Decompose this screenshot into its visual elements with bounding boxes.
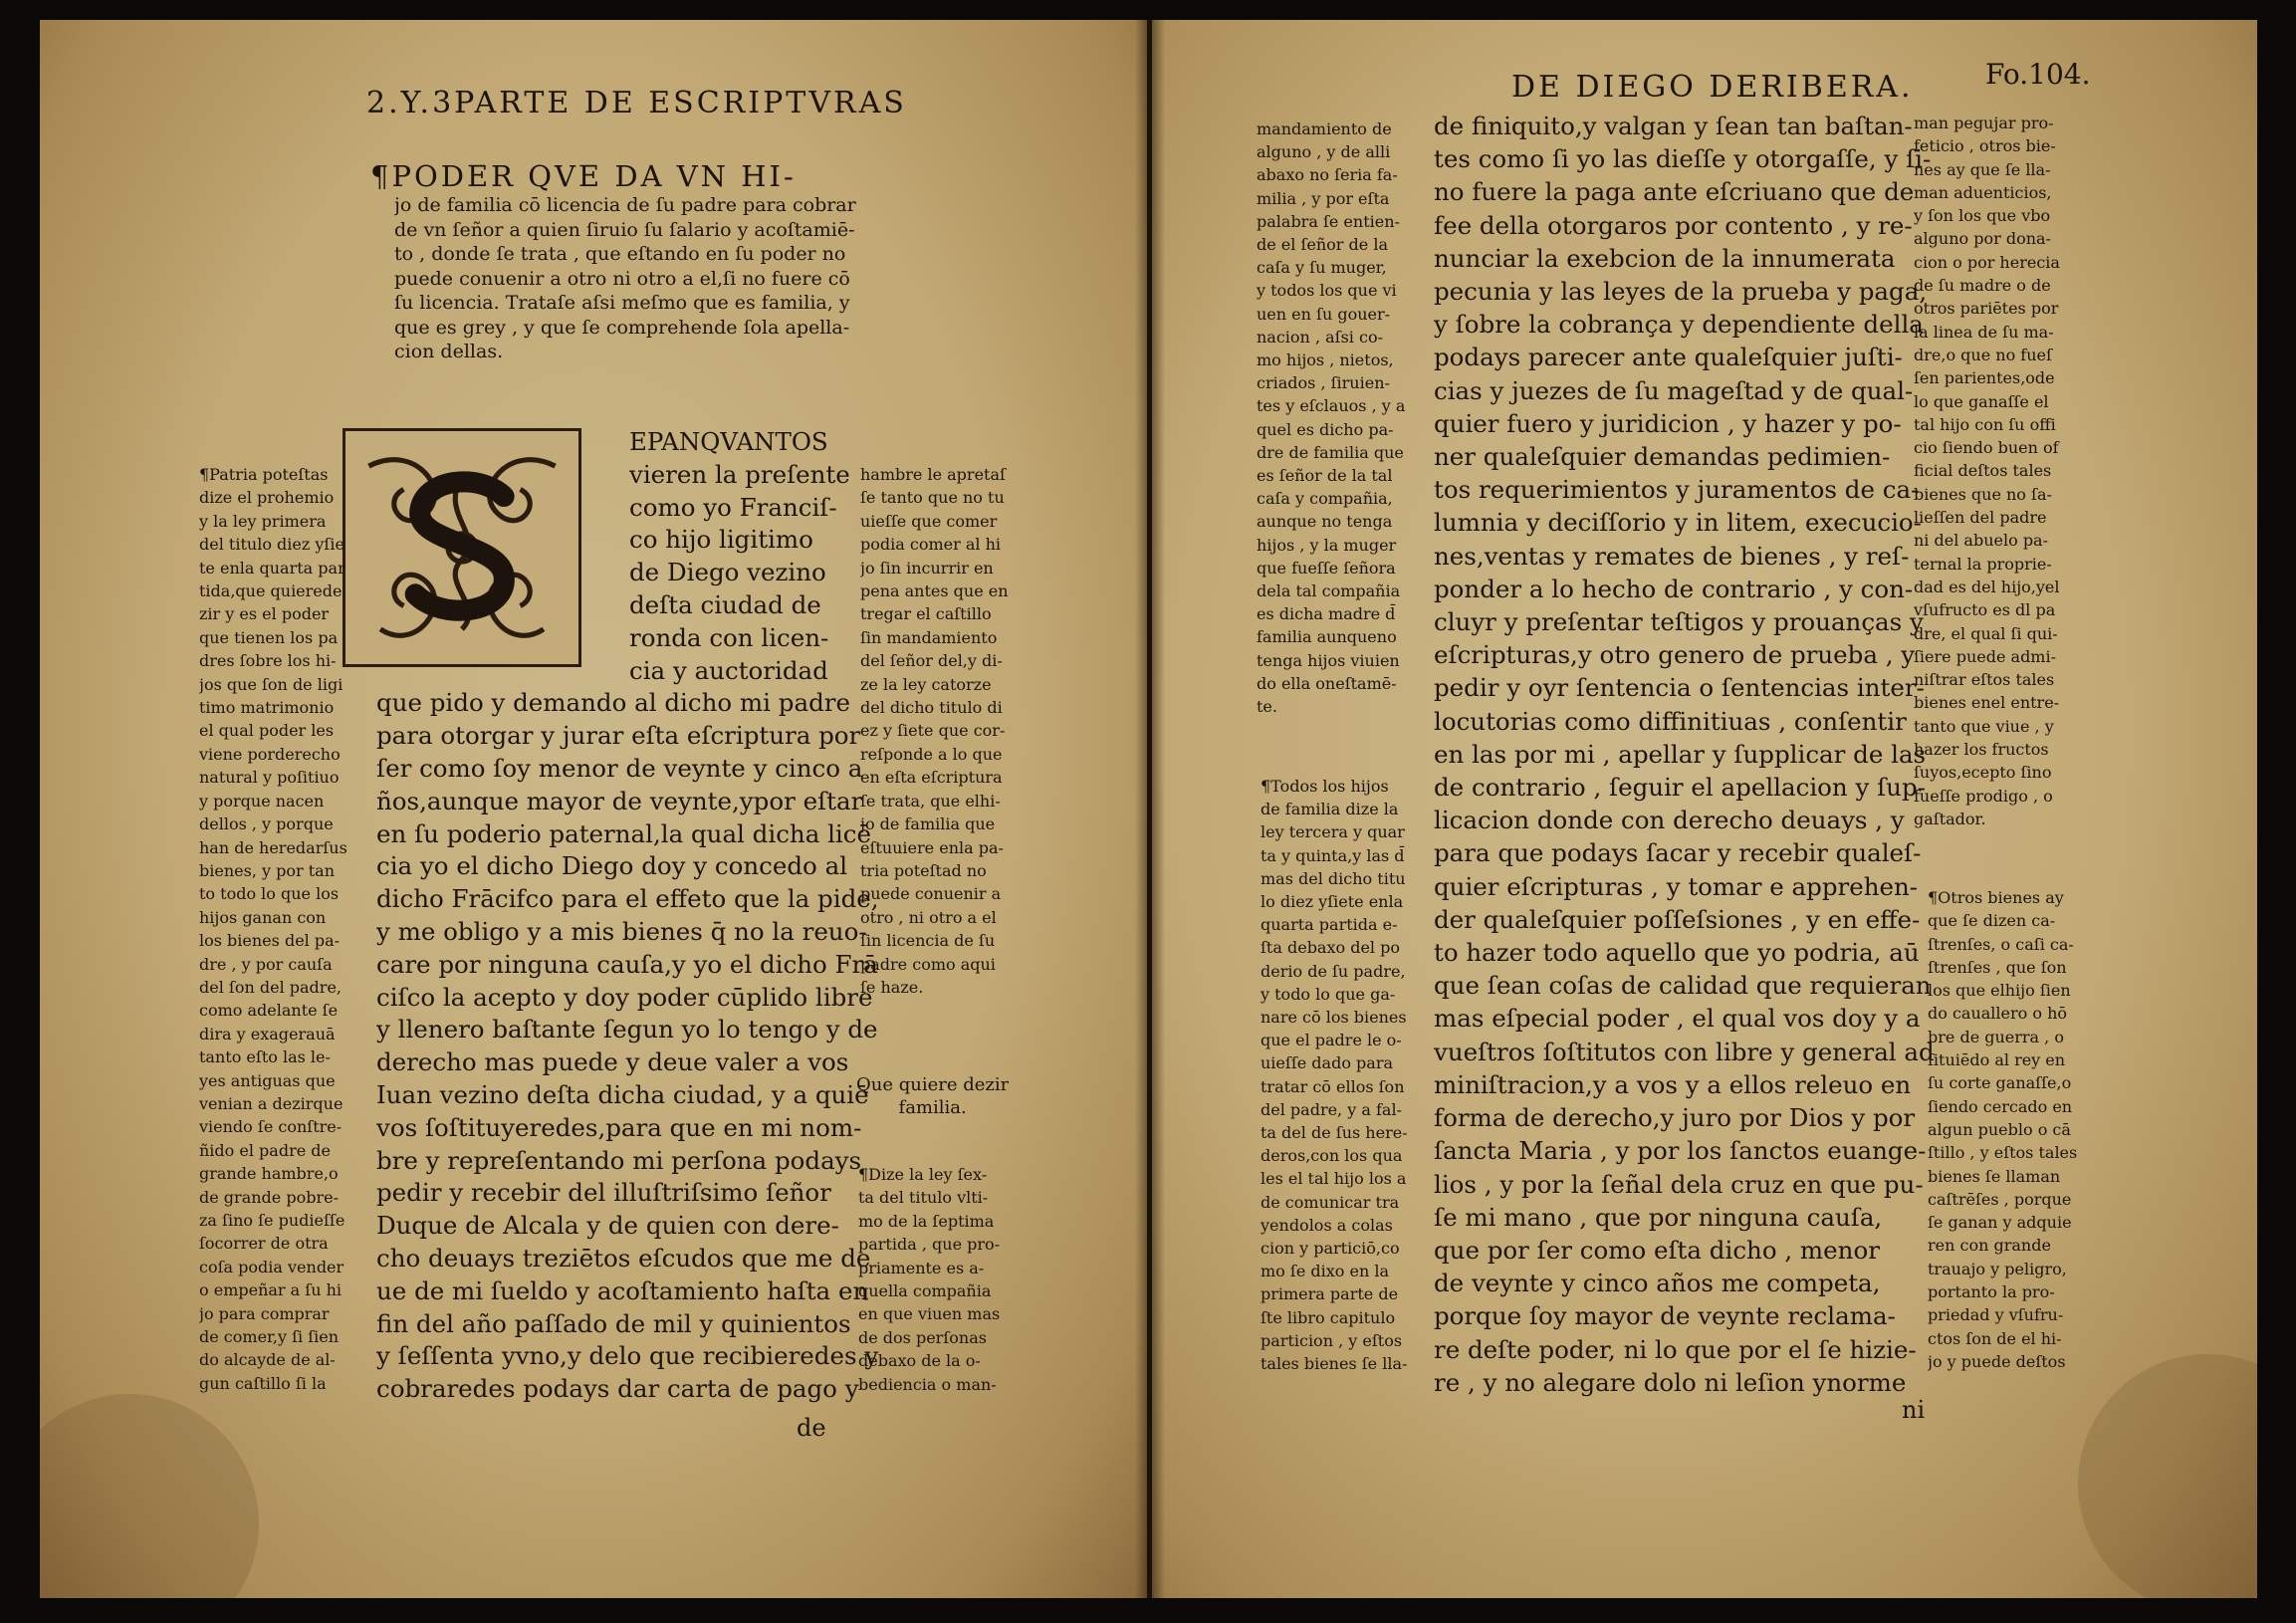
- note-line: niſtrar eſtos tales: [1914, 670, 2055, 690]
- note-line: que ſe dizen ca-: [1928, 911, 2056, 931]
- note-line: dira y exagerauā: [199, 1024, 336, 1043]
- text-line: lumnia y deciſſorio y in litem, execucio-: [1434, 508, 1922, 538]
- note-line: jo ſin incurrir en: [860, 558, 994, 578]
- note-line: tenga hijos viuien: [1257, 650, 1400, 670]
- text-line: que por ſer como eſta dicho , menor: [1434, 1235, 1880, 1265]
- text-line: cluyr y preſentar teſtigos y prouanças y: [1434, 607, 1924, 637]
- note-line: ſe trata, que elhi-: [860, 791, 1001, 811]
- running-head-left: 2.Y.3PARTE DE ESCRIPTVRAS: [366, 86, 907, 120]
- text-line: locutorias como diffinitiuas , conſentir: [1434, 706, 1907, 736]
- folio-number: Fo.104.: [1985, 58, 2091, 91]
- note-line: partida , que pro-: [858, 1235, 1001, 1255]
- inner-margin-note: [1257, 117, 1405, 718]
- note-line: priamente es a-: [858, 1258, 985, 1277]
- note-line: coſa podia vender: [199, 1257, 344, 1276]
- note-line: alguno , y de alli: [1257, 142, 1391, 162]
- margin-heading-familia: [856, 1073, 1009, 1119]
- note-line: ſta debaxo del po: [1261, 938, 1400, 958]
- note-line: aunque no tenga: [1257, 512, 1393, 532]
- note-line: pena antes que en: [860, 581, 1009, 601]
- note-line: do ella oneſtamē-: [1257, 673, 1397, 693]
- note-line: tanto que viue , y: [1914, 716, 2054, 736]
- text-line: miniſtracion,y a vos y a ellos releuo en: [1434, 1069, 1912, 1099]
- note-line: tratar cō ellos ſon: [1261, 1076, 1405, 1096]
- note-line: ſocorrer de otra: [199, 1234, 329, 1254]
- text-line: y me obligo y a mis bienes q̄ no la reuo-: [376, 916, 867, 946]
- note-line: familia aunqueno: [1257, 627, 1397, 647]
- note-line: que tienen los pa: [199, 627, 339, 647]
- note-line: tales bienes ſe lla-: [1261, 1354, 1408, 1374]
- note-line: en que viuen mas: [858, 1304, 1001, 1324]
- note-line: ze la ley catorze: [860, 674, 992, 694]
- text-line: quier eſcripturas , y tomar e apprehen-: [1434, 871, 1919, 901]
- note-line: ¶Todos los hijos: [1261, 777, 1389, 796]
- note-line: bre de guerra , o: [1928, 1027, 2064, 1046]
- inner-margin-note-hijos: [1261, 775, 1408, 1375]
- text-line: ronda con licen-: [629, 622, 829, 652]
- text-line: care por ninguna cauſa,y yo el dicho Frā: [376, 949, 878, 979]
- text-line: como yo Franciſ-: [629, 492, 837, 522]
- note-line: ſiere puede admi-: [1914, 646, 2056, 666]
- note-line: timo matrimonio: [199, 698, 335, 718]
- note-line: dre , y por cauſa: [199, 954, 333, 974]
- note-line: tida,que quierede: [199, 581, 343, 601]
- text-line: que ſean coſas de calidad que requieran: [1434, 971, 1932, 1001]
- text-line: nes,ventas y remates de bienes , y reſ-: [1434, 541, 1910, 571]
- note-line: del ſon del padre,: [199, 977, 342, 997]
- note-line: te.: [1257, 697, 1277, 717]
- text-line: podays parecer ante qualeſquier juſti-: [1434, 343, 1903, 372]
- note-line: nacion , aſsi co-: [1257, 327, 1383, 347]
- note-line: mo hijos , nietos,: [1257, 350, 1394, 370]
- note-line: zir y es el poder: [199, 604, 330, 624]
- note-line: ctos ſon de el hi-: [1928, 1328, 2062, 1348]
- note-line: ſtrenſes , que ſon: [1928, 957, 2067, 977]
- note-line: dre, el qual ſi qui-: [1914, 623, 2058, 643]
- text-line: ños,aunque mayor de veynte,ypor eſtar: [376, 786, 863, 815]
- text-line: dicho Frācifco para el effeto que la pide,: [376, 884, 879, 914]
- note-line: gun caſtillo ſi la: [199, 1373, 327, 1393]
- note-line: bienes, y por tan: [199, 860, 335, 880]
- text-line: cia y auctoridad: [629, 655, 828, 685]
- note-line: ternal la proprie-: [1914, 554, 2052, 574]
- note-line: mandamiento de: [1257, 119, 1392, 138]
- text-line: Duque de Alcala y de quien con dere-: [376, 1211, 839, 1241]
- note-line: eſtuuiere enla pa-: [860, 837, 1004, 857]
- note-line: han de heredarſus: [199, 837, 347, 857]
- text-line: en las por mi , apellar y ſupplicar de las: [1434, 739, 1927, 769]
- text-line: derecho mas puede y deue valer a vos: [376, 1047, 849, 1077]
- title-line: cion dellas.: [394, 341, 504, 362]
- text-line: vos ſoſtituyeredes,para que en mi nom-: [376, 1112, 862, 1142]
- note-line: y ſon los que vbo: [1914, 206, 2051, 226]
- text-line: y llenero baſtante ſegun yo lo tengo y de: [376, 1015, 878, 1044]
- note-line: jo para comprar: [199, 1303, 330, 1323]
- note-line: quel es dicho pa-: [1257, 419, 1394, 439]
- catchword-left: de: [797, 1414, 826, 1442]
- text-line: licacion donde con derecho deuays , y: [1434, 806, 1905, 835]
- note-line: derio de ſu padre,: [1261, 961, 1406, 981]
- note-line: ¶Patria poteſtas: [199, 465, 329, 484]
- text-line: ſe mi mano , que por ninguna cauſa,: [1434, 1202, 1883, 1232]
- note-line: ſe haze.: [860, 977, 924, 997]
- title-line: jo de familia cō licencia de ſu padre para cobrar: [394, 194, 856, 216]
- note-line: ni del abuelo pa-: [1914, 531, 2048, 551]
- note-line: criados , ſiruien-: [1257, 373, 1390, 393]
- title-line: que es grey , y que ſe comprehende ſola apella-: [394, 316, 850, 339]
- text-line: mas eſpecial poder , el qual vos doy y a: [1434, 1004, 1921, 1034]
- note-line: de comer,y ſi ſien: [199, 1327, 340, 1347]
- note-line: bienes que no ſa-: [1914, 484, 2052, 504]
- note-line: viendo ſe conſtre-: [199, 1117, 343, 1137]
- text-line: y ſeſſenta yvno,y delo que recibieredes y: [376, 1341, 879, 1371]
- note-line: algun pueblo o cā: [1928, 1119, 2071, 1139]
- note-line: ez y ſiete que cor-: [860, 721, 1006, 741]
- note-line: puede conuenir a: [860, 884, 1002, 904]
- page-stain: [2078, 1354, 2257, 1598]
- note-line: dre,o que no fueſ: [1914, 345, 2052, 364]
- note-line: de el ſeñor de la: [1257, 235, 1388, 255]
- note-line: ſen parientes,ode: [1914, 368, 2055, 388]
- note-line: particion , y eſtos: [1261, 1330, 1403, 1350]
- title-line: puede conuenir a otro ni otro a el,ſi no fuere cō: [394, 267, 850, 290]
- note-line: ¶Otros bienes ay: [1928, 888, 2064, 907]
- note-line: ſu corte ganaſſe,o: [1928, 1073, 2072, 1093]
- note-line: fueſſe prodigo , o: [1914, 786, 2053, 806]
- text-line: para otorgar y jurar eſta eſcriptura por: [376, 721, 861, 751]
- title-line: to , donde ſe trata , que eſtando en ſu poder no: [394, 243, 846, 265]
- right-margin-note-familia: [858, 1163, 1000, 1396]
- text-line: de finiquito,y valgan y ſean tan baſtan-: [1434, 112, 1913, 140]
- note-line: nes ay que ſe lla-: [1914, 159, 2051, 179]
- text-line: de veynte y cinco años me competa,: [1434, 1269, 1881, 1298]
- note-line: el qual poder les: [199, 721, 335, 741]
- text-line: lios , y por la ſeñal dela cruz en que pu-: [1434, 1169, 1924, 1199]
- note-line: ren con grande: [1928, 1236, 2051, 1256]
- text-line: porque ſoy mayor de veynte reclama-: [1434, 1301, 1896, 1331]
- text-line: nunciar la exebcion de la innumerata: [1434, 243, 1896, 273]
- text-line: EPANQVANTOS: [629, 427, 828, 456]
- note-line: Que quiere dezir: [856, 1074, 1010, 1095]
- note-line: que fueſſe ſeñora: [1257, 558, 1396, 578]
- note-line: reſponde a lo que: [860, 744, 1003, 764]
- text-line: vueſtros ſoſtitutos con libre y general ad: [1434, 1037, 1935, 1066]
- text-line: pecunia y las leyes de la prueba y paga,: [1434, 277, 1928, 307]
- note-line: dre de familia que: [1257, 442, 1404, 462]
- note-line: lieſſen del padre: [1914, 508, 2047, 528]
- book-gutter: [1135, 20, 1165, 1598]
- note-line: es dicha madre d̄: [1257, 604, 1396, 624]
- note-line: de familia dize la: [1261, 800, 1399, 819]
- text-line: re deſte poder, ni lo que por el ſe hizie-: [1434, 1334, 1917, 1364]
- note-line: man aduenticios,: [1914, 182, 2052, 202]
- note-line: dela tal compañia: [1257, 581, 1401, 601]
- note-line: de ſu madre o de: [1914, 276, 2051, 296]
- note-line: viene porderecho: [199, 744, 341, 764]
- note-line: bienes ſe llaman: [1928, 1166, 2061, 1186]
- note-line: lo diez yſiete enla: [1261, 892, 1404, 912]
- note-line: bediencia o man-: [858, 1374, 997, 1394]
- note-line: debaxo de la o-: [858, 1351, 981, 1371]
- note-line: caſa y compañia,: [1257, 489, 1393, 509]
- note-line: feticio , otros bie-: [1914, 136, 2056, 156]
- note-line: podia comer al hi: [860, 535, 1001, 555]
- text-line: tos requerimientos y juramentos de ca-: [1434, 475, 1920, 505]
- title-line: ſu licencia. Trataſe aſsi meſmo que es familia, y: [394, 292, 850, 314]
- text-line: Iuan vezino deſta dicha ciudad, y a quiē: [376, 1079, 869, 1109]
- note-line: uieſſe que comer: [860, 511, 998, 531]
- note-line: ¶Dize la ley ſex-: [858, 1165, 988, 1184]
- outer-margin-note: [1914, 112, 2060, 830]
- text-line: ponder a lo hecho de contrario , y con-: [1434, 574, 1914, 603]
- note-line: cion o por herecia: [1914, 252, 2060, 272]
- note-line: que el padre le o-: [1261, 1031, 1402, 1050]
- note-line: portanto la pro-: [1928, 1282, 2055, 1302]
- note-line: ficial deſtos tales: [1914, 461, 2052, 481]
- note-line: familia.: [898, 1097, 967, 1118]
- note-line: man pegujar pro-: [1914, 114, 2054, 132]
- text-line: cia yo el dicho Diego doy y concedo al: [376, 851, 848, 881]
- note-line: lo que ganaſſe el: [1914, 391, 2049, 411]
- text-line: forma de derecho,y juro por Dios y por: [1434, 1103, 1916, 1133]
- title-text: [370, 193, 856, 364]
- note-line: los bienes del pa-: [199, 931, 341, 951]
- note-line: o empeñar a ſu hi: [199, 1280, 343, 1300]
- note-line: ſte libro capitulo: [1261, 1307, 1396, 1327]
- text-line: der qualeſquier poſſeſsiones , y en effe-: [1434, 904, 1921, 934]
- note-line: trauajo y peligro,: [1928, 1259, 2067, 1278]
- note-line: hijos , y la muger: [1257, 535, 1397, 555]
- note-line: jo de familia que: [860, 814, 996, 834]
- text-line: ſancta Maria , y por los ſanctos euange-: [1434, 1136, 1927, 1166]
- note-line: quarta partida e-: [1261, 915, 1398, 935]
- text-line: tes como ſi yo las dieſſe y otorgaſſe, y ſi-: [1434, 144, 1932, 174]
- text-line: vieren la preſente: [629, 459, 850, 489]
- note-line: ta del titulo vlti-: [858, 1188, 989, 1208]
- note-line: otros pariētes por: [1914, 299, 2059, 319]
- note-line: cion y particiō,co: [1261, 1239, 1400, 1259]
- note-line: la linea de ſu ma-: [1914, 322, 2054, 342]
- note-line: dad es del hijo,yel: [1914, 577, 2060, 596]
- note-line: es ſeñor de la tal: [1257, 466, 1393, 486]
- note-line: caſa y ſu muger,: [1257, 258, 1387, 278]
- text-line: ſer como ſoy menor de veynte y cinco a: [376, 753, 863, 783]
- note-line: como adelante ſe: [199, 1001, 339, 1021]
- note-line: ſe ganan y adquie: [1928, 1213, 2072, 1233]
- note-line: grande hambre,o: [199, 1164, 339, 1184]
- note-line: y la ley primera: [199, 511, 327, 531]
- outer-margin-note-castrenses: [1928, 886, 2077, 1373]
- right-margin-note: [860, 463, 1009, 999]
- note-line: padre como aqui: [860, 954, 996, 974]
- note-line: tanto eſto las le-: [199, 1047, 331, 1067]
- note-line: yendolos a colas: [1261, 1215, 1393, 1235]
- text-line: quier fuero y juridicion , y hazer y po-: [1434, 408, 1902, 438]
- note-line: tes y eſclauos , y a: [1257, 396, 1406, 416]
- note-line: yes antiguas que: [199, 1070, 336, 1090]
- note-line: tal hijo con ſu offi: [1914, 414, 2056, 434]
- left-main-text: [376, 426, 879, 1406]
- note-line: cio ſiendo buen of: [1914, 438, 2059, 458]
- note-line: otro , ni otro a el: [860, 907, 997, 927]
- note-line: te enla quarta par: [199, 558, 345, 578]
- text-line: pedir y oyr ſentencia o ſentencias inter-: [1434, 673, 1925, 703]
- note-line: de dos perſonas: [858, 1327, 987, 1347]
- note-line: tria poteſtad no: [860, 860, 987, 880]
- note-line: dellos , y porque: [199, 814, 334, 834]
- note-line: y todos los que vi: [1257, 281, 1397, 301]
- section-title: [370, 159, 856, 364]
- note-line: y porque nacen: [199, 791, 325, 811]
- note-line: ſiendo cercado en: [1928, 1096, 2073, 1116]
- note-line: uieſſe dado para: [1261, 1053, 1393, 1073]
- note-line: milia , y por eſta: [1257, 188, 1390, 208]
- page-stain: [40, 1394, 259, 1598]
- note-line: mas del dicho titu: [1261, 868, 1406, 888]
- note-line: venian a dezirque: [199, 1093, 344, 1113]
- text-line: de Diego vezino: [629, 558, 826, 587]
- text-line: no fuere la paga ante eſcriuano que de: [1434, 177, 1915, 207]
- note-line: ſin licencia de ſu: [860, 931, 996, 951]
- note-line: jo y puede deſtos: [1928, 1351, 2066, 1371]
- note-line: deros,con los qua: [1261, 1146, 1403, 1166]
- text-line: cobraredes podays dar carta de pago y: [376, 1374, 859, 1404]
- note-line: primera parte de: [1261, 1284, 1399, 1304]
- text-line: ue de mi ſueldo y acoſtamiento haſta en: [376, 1275, 869, 1305]
- note-line: gaſtador.: [1914, 809, 1986, 828]
- text-line: de contrario , ſeguir el apellacion y ſup-: [1434, 773, 1926, 803]
- note-line: de grande pobre-: [199, 1187, 339, 1207]
- text-line: fin del año paſſado de mil y quinientos: [376, 1308, 851, 1338]
- note-line: y todo lo que ga-: [1261, 984, 1396, 1004]
- note-line: jos que ſon de ligi: [199, 674, 344, 694]
- title-lead: ¶PODER QVE DA VN HI-: [370, 159, 797, 193]
- text-line: y ſobre la cobrança y dependiente della: [1434, 310, 1924, 340]
- note-line: dres ſobre los hi-: [199, 651, 337, 671]
- text-line: fee della otorgaros por contento , y re-: [1434, 210, 1913, 240]
- note-line: dize el prohemio: [199, 488, 335, 508]
- text-line: cias y juezes de ſu mageſtad y de qual-: [1434, 375, 1914, 405]
- note-line: quella compañia: [858, 1281, 992, 1301]
- text-line: para que podays ſacar y recebir qualeſ-: [1434, 838, 1922, 868]
- note-line: del padre, y a fal-: [1261, 1099, 1402, 1119]
- text-line: en ſu poderio paternal,la qual dicha licē: [376, 818, 871, 848]
- note-line: natural y poſitiuo: [199, 768, 340, 788]
- note-line: ñido el padre de: [199, 1140, 331, 1160]
- note-line: les el tal hijo los a: [1261, 1169, 1407, 1189]
- note-line: palabra ſe entien-: [1257, 211, 1400, 231]
- note-line: ſituiēdo al rey en: [1928, 1050, 2066, 1070]
- note-line: hambre le apretaſ: [860, 465, 1006, 484]
- text-line: re , y no alegare dolo ni leſion ynorme: [1434, 1367, 1907, 1397]
- note-line: los que elhijo ſien: [1928, 981, 2071, 1001]
- note-line: ſtrenſes, o caſi ca-: [1928, 934, 2074, 954]
- note-line: do alcayde de al-: [199, 1350, 336, 1370]
- title-line: de vn ſeñor a quien ſiruio ſu ſalario y acoſtamiē-: [394, 218, 855, 241]
- note-line: alguno por dona-: [1914, 229, 2051, 249]
- text-line: eſcripturas,y otro genero de prueba , y: [1434, 640, 1916, 670]
- note-line: ſe tanto que no tu: [860, 488, 1005, 508]
- note-line: ſin mandamiento: [860, 627, 998, 647]
- text-line: ner qualeſquier demandas pedimien-: [1434, 442, 1891, 472]
- left-margin-note: [199, 463, 347, 1395]
- note-line: ta y quinta,y las d̄: [1261, 845, 1405, 865]
- note-line: en eſta eſcriptura: [860, 768, 1003, 788]
- note-line: za ſino ſe pudieſſe: [199, 1211, 345, 1230]
- text-line: pedir y recebir del illuſtriſsimo ſeñor: [376, 1178, 831, 1208]
- note-line: de comunicar tra: [1261, 1192, 1400, 1212]
- note-line: caſtrēſes , porque: [1928, 1189, 2072, 1209]
- right-main-text: [1434, 110, 1935, 1399]
- note-line: do cauallero o hō: [1928, 1004, 2068, 1024]
- note-line: mo ſe dixo en la: [1261, 1262, 1389, 1281]
- text-line: cho deuays treziētos eſcudos que me de: [376, 1243, 871, 1273]
- text-line: ciſco la acepto y doy poder cūplido libre: [376, 982, 873, 1012]
- note-line: ſtillo , y eſtos tales: [1928, 1143, 2078, 1163]
- note-line: del titulo diez yſie: [199, 535, 344, 555]
- text-line: to hazer todo aquello que yo podria, aū: [1434, 938, 1920, 968]
- text-line: co hijo ligitimo: [629, 525, 813, 555]
- note-line: uen en ſu gouer-: [1257, 304, 1391, 324]
- running-head-right: DE DIEGO DERIBERA.: [1511, 70, 1914, 105]
- note-line: hazer los fructos: [1914, 740, 2049, 760]
- catchword-right: ni: [1902, 1396, 1926, 1424]
- note-line: tregar el caſtillo: [860, 604, 992, 624]
- note-line: nare cō los bienes: [1261, 1008, 1407, 1028]
- note-line: bienes enel entre-: [1914, 693, 2060, 713]
- note-line: abaxo no ſeria fa-: [1257, 165, 1398, 185]
- note-line: del dicho titulo di: [860, 698, 1003, 718]
- note-line: hijos ganan con: [199, 907, 327, 927]
- note-line: mo de la ſeptima: [858, 1211, 995, 1231]
- note-line: del ſeñor del,y di-: [860, 651, 1003, 671]
- note-line: to todo lo que los: [199, 884, 340, 904]
- note-line: priedad y vſufru-: [1928, 1305, 2064, 1325]
- note-line: ley tercera y quar: [1261, 822, 1405, 842]
- note-line: ta del de ſus here-: [1261, 1123, 1408, 1143]
- note-line: vſufructo es dl pa: [1914, 600, 2056, 620]
- text-line: que pido y demando al dicho mi padre: [376, 688, 850, 718]
- text-line: deſta ciudad de: [629, 589, 821, 619]
- text-line: bre y repreſentando mi perſona podays: [376, 1145, 862, 1175]
- note-line: ſuyos,ecepto ſino: [1914, 763, 2052, 783]
